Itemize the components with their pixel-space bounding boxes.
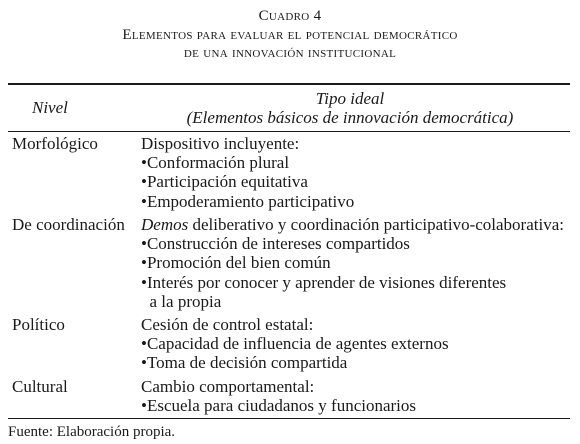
list-item: •Participación equitativa <box>141 172 308 192</box>
header-tipo-line2: (Elementos básicos de innovación democrática) <box>186 108 514 127</box>
row-heading: Cambio comportamental: <box>141 377 315 396</box>
table-source-note: Fuente: Elaboración propia. <box>8 424 176 440</box>
list-item: •Capacidad de influencia de agentes externos <box>141 334 449 354</box>
top-rule <box>8 83 570 85</box>
header-rule <box>8 131 570 132</box>
row-content-cultural <box>141 377 416 415</box>
row-nivel-cultural: Cultural <box>12 377 68 396</box>
table-caption-title-line1: Elementos para evaluar el potencial democrático <box>122 27 458 43</box>
row-nivel-politico: Político <box>12 315 65 334</box>
row-content-coordinacion <box>141 215 564 311</box>
row-nivel-coordinacion: De coordinación <box>12 215 125 234</box>
list-item: •Promoción del bien común <box>141 253 331 273</box>
bottom-rule <box>8 418 570 419</box>
list-item: •Interés por conocer y aprender de visiones diferentes <box>141 272 507 292</box>
list-item: •Conformación plural <box>141 153 290 173</box>
table-caption-title-line2: de una innovación institucional <box>183 45 397 61</box>
row-heading: Dispositivo incluyente: <box>141 134 300 153</box>
row-heading <box>141 215 564 234</box>
row-nivel-morfologico: Morfológico <box>12 134 98 153</box>
list-item: •Construcción de intereses compartidos <box>141 234 410 254</box>
row-heading-rest: deliberativo y coordinación participativo-colaborativa: <box>188 215 564 234</box>
list-item-continuation: a la propia <box>141 291 222 311</box>
row-heading-italic: Demos <box>141 215 189 234</box>
table-caption-label: Cuadro 4 <box>258 8 322 24</box>
row-content-politico <box>141 315 449 373</box>
header-tipo-line1: Tipo ideal <box>315 89 385 108</box>
list-item: •Toma de decisión compartida <box>141 353 348 373</box>
row-content-morfologico <box>141 134 354 211</box>
list-item: •Empoderamiento participativo <box>141 191 355 211</box>
list-item: •Escuela para ciudadanos y funcionarios <box>141 396 417 416</box>
header-nivel: Nivel <box>32 98 68 117</box>
row-heading: Cesión de control estatal: <box>141 315 314 334</box>
